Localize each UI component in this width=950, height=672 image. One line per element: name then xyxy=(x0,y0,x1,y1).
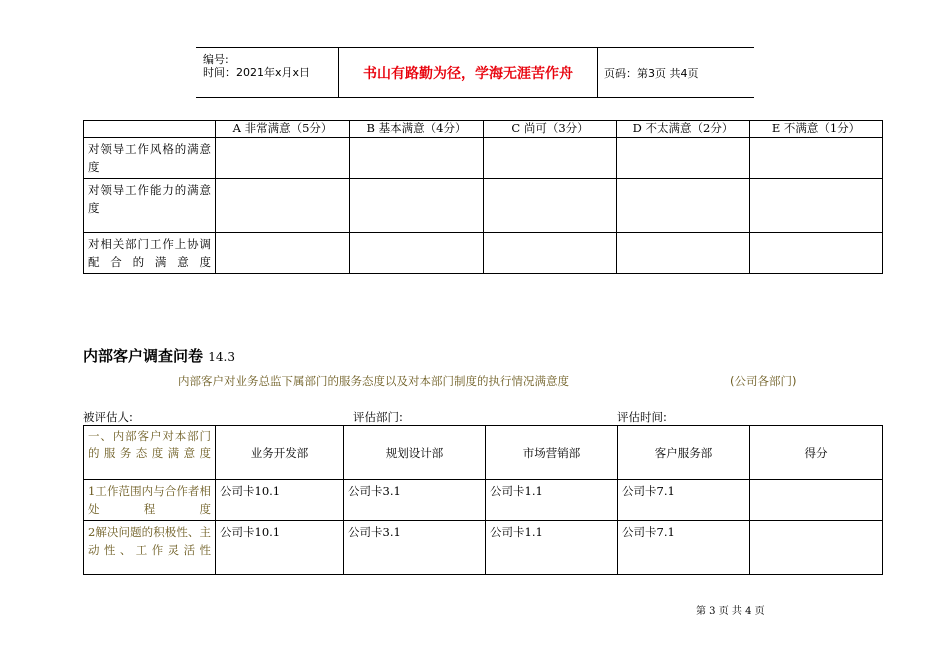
table-header-row xyxy=(84,426,883,480)
survey-title-text: 内部客户调查问卷 xyxy=(83,347,204,365)
header-meta xyxy=(196,48,339,97)
table-cell[interactable] xyxy=(750,179,883,233)
table-cell: 公司卡7.1 xyxy=(618,521,750,575)
column-header: 规划设计部 xyxy=(344,426,486,480)
column-header: 市场营销部 xyxy=(486,426,618,480)
evaluated-person-label: 被评估人: xyxy=(83,410,133,424)
table-cell: 公司卡1.1 xyxy=(486,480,618,521)
column-header: 得分 xyxy=(750,426,883,480)
column-header: 业务开发部 xyxy=(216,426,344,480)
row-label: 对领导工作能力的满意度 xyxy=(84,179,216,233)
table-cell[interactable] xyxy=(617,233,750,274)
table-cell[interactable] xyxy=(750,138,883,179)
header-page-info: 页码：第3页 共4页 xyxy=(604,66,699,80)
table-row xyxy=(84,179,883,233)
column-header: D 不太满意（2分） xyxy=(617,121,750,138)
column-header: 客户服务部 xyxy=(618,426,750,480)
table-header-row xyxy=(84,121,883,138)
row-label: 2解决问题的积极性、主动性、工作灵活性 xyxy=(84,521,216,575)
table-cell[interactable] xyxy=(216,233,350,274)
table-cell[interactable] xyxy=(484,233,617,274)
header-motto: 书山有路勤为径，学海无涯苦作舟 xyxy=(339,48,598,97)
evaluation-dept-label: 评估部门: xyxy=(353,410,403,424)
service-attitude-table xyxy=(83,425,883,575)
code-label: 编号: xyxy=(203,53,229,66)
page-footer: 第 3 页 共 4 页 xyxy=(696,606,765,617)
table-cell[interactable] xyxy=(350,138,484,179)
table-cell[interactable] xyxy=(484,179,617,233)
table-cell: 公司卡1.1 xyxy=(486,521,618,575)
page-header xyxy=(196,47,754,98)
table-cell: 公司卡10.1 xyxy=(216,480,344,521)
table-cell[interactable] xyxy=(750,233,883,274)
table-row xyxy=(84,521,883,575)
table-cell[interactable] xyxy=(617,179,750,233)
survey-title xyxy=(83,345,235,366)
table-cell[interactable] xyxy=(350,179,484,233)
table-cell: 公司卡10.1 xyxy=(216,521,344,575)
survey-scope: (公司各部门) xyxy=(730,374,797,388)
time-label: 时间：2021年x月x日 xyxy=(203,66,311,79)
column-header: A 非常满意（5分） xyxy=(216,121,350,138)
survey-number: 14.3 xyxy=(208,350,235,364)
column-header xyxy=(84,121,216,138)
table-cell[interactable] xyxy=(216,138,350,179)
row-label: 对相关部门工作上协调配合的满意度 xyxy=(84,233,216,274)
table-row xyxy=(84,233,883,274)
score-cell[interactable] xyxy=(750,521,883,575)
table-cell: 公司卡3.1 xyxy=(344,521,486,575)
score-cell[interactable] xyxy=(750,480,883,521)
table-cell[interactable] xyxy=(216,179,350,233)
section-header: 一、内部客户对本部门的服务态度满意度 xyxy=(84,426,216,480)
table-row xyxy=(84,138,883,179)
evaluation-time-label: 评估时间: xyxy=(617,410,667,424)
survey-subtitle: 内部客户对业务总监下属部门的服务态度以及对本部门制度的执行情况满意度 xyxy=(178,374,569,388)
table-cell[interactable] xyxy=(350,233,484,274)
table-cell[interactable] xyxy=(484,138,617,179)
column-header: B 基本满意（4分） xyxy=(350,121,484,138)
table-cell: 公司卡7.1 xyxy=(618,480,750,521)
column-header: E 不满意（1分） xyxy=(750,121,883,138)
satisfaction-table xyxy=(83,120,883,274)
table-cell[interactable] xyxy=(617,138,750,179)
row-label: 对领导工作风格的满意度 xyxy=(84,138,216,179)
column-header: C 尚可（3分） xyxy=(484,121,617,138)
row-label: 1工作范围内与合作者相处程度 xyxy=(84,480,216,521)
table-row xyxy=(84,480,883,521)
table-cell: 公司卡3.1 xyxy=(344,480,486,521)
